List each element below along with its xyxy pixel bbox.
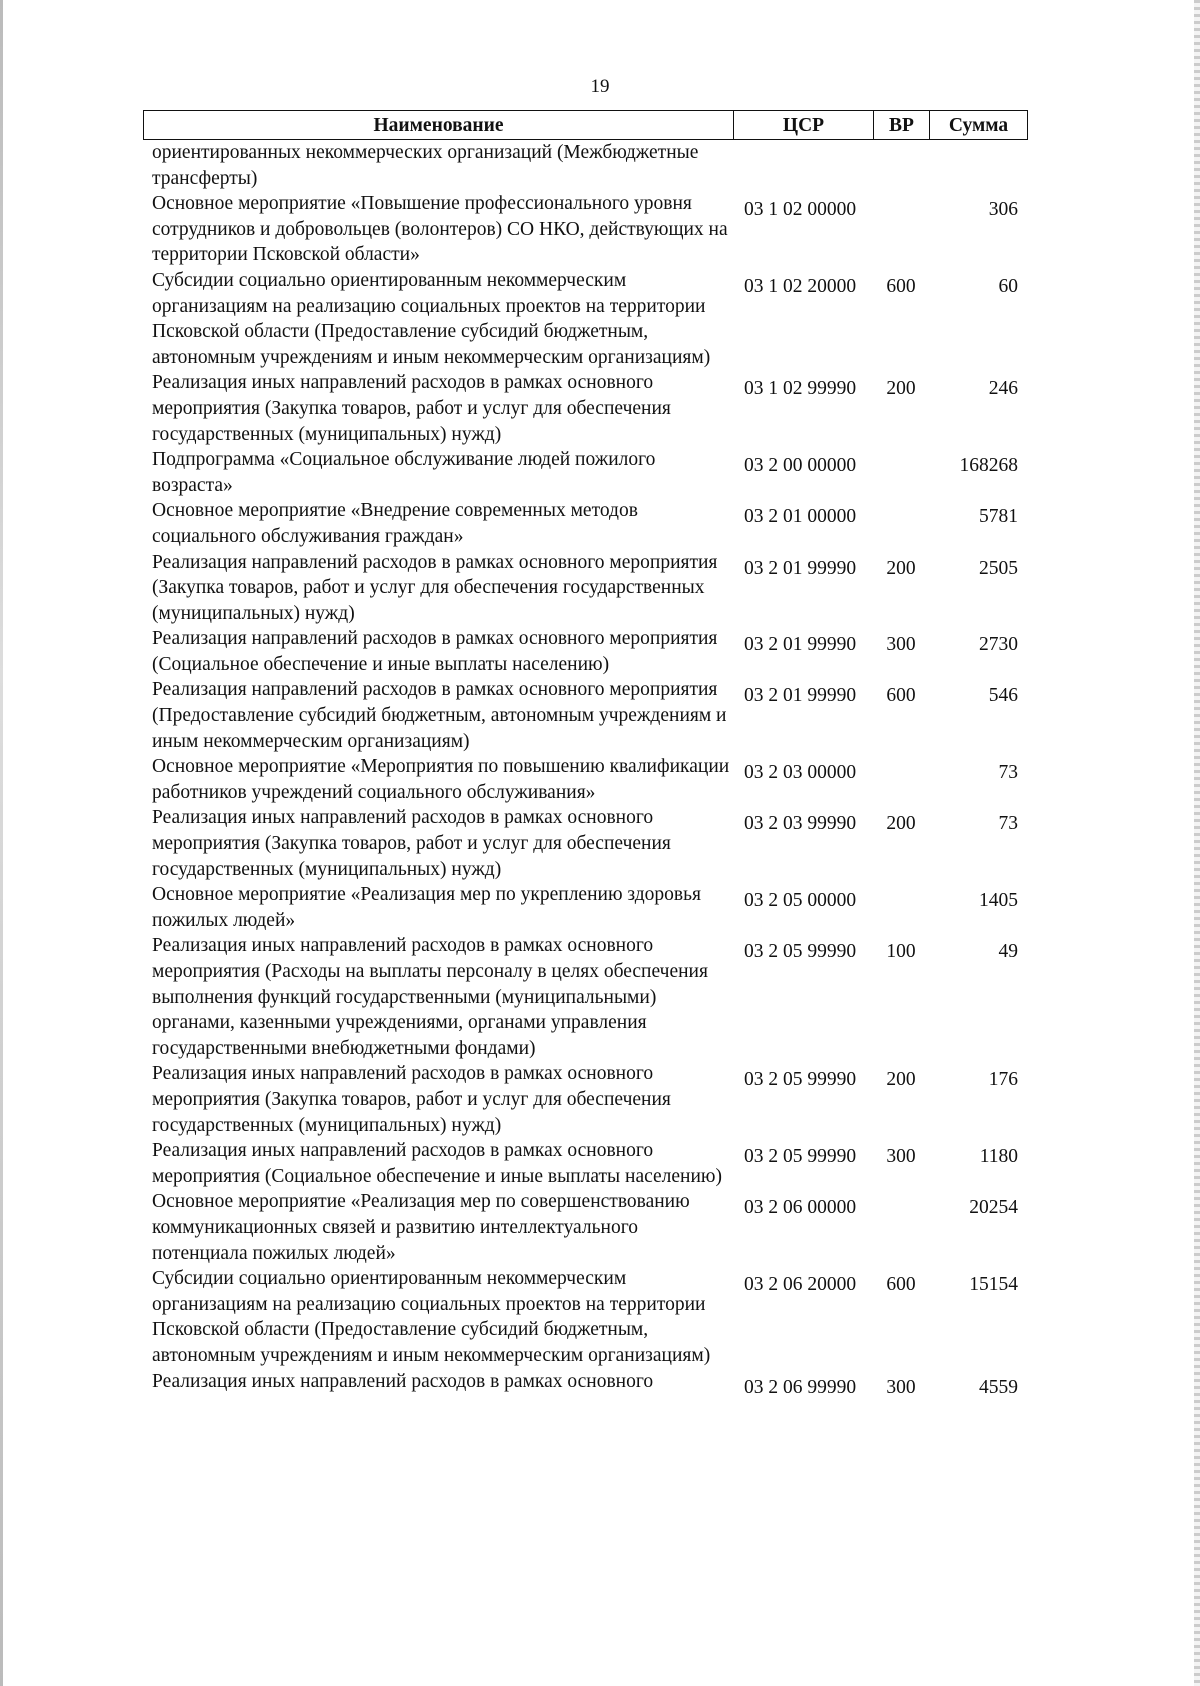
table-row bbox=[143, 498, 1028, 549]
table-row bbox=[143, 677, 1028, 754]
row-csr: 03 2 01 99990 bbox=[744, 685, 857, 707]
table-row bbox=[143, 754, 1028, 805]
row-name: Подпрограмма «Социальное обслуживание людей пожилого возраста» bbox=[152, 449, 656, 496]
budget-table bbox=[143, 110, 1028, 1400]
row-vr: 600 bbox=[886, 275, 916, 297]
row-sum: 20254 bbox=[969, 1197, 1018, 1219]
row-name: Реализация иных направлений расходов в рамках основного мероприятия (Социальное обеспечение и иные выплаты населению) bbox=[152, 1140, 722, 1187]
row-sum: 546 bbox=[988, 685, 1018, 707]
table-row bbox=[143, 1061, 1028, 1138]
row-vr: 300 bbox=[886, 1146, 916, 1168]
row-csr: 03 2 01 99990 bbox=[744, 557, 857, 579]
row-name: Основное мероприятие «Повышение профессионального уровня сотрудников и добровольцев (волонтеров) СО НКО, действующих на территории Псковской области» bbox=[152, 193, 728, 266]
scan-edge-right bbox=[1194, 0, 1200, 1686]
row-vr: 300 bbox=[886, 634, 916, 656]
row-vr bbox=[873, 191, 929, 268]
row-csr bbox=[733, 140, 873, 191]
header-sum: Сумма bbox=[948, 115, 1009, 136]
row-vr: 100 bbox=[886, 941, 916, 963]
row-sum: 60 bbox=[998, 275, 1018, 297]
table-row bbox=[143, 1189, 1028, 1266]
row-sum: 73 bbox=[998, 813, 1018, 835]
table-row bbox=[143, 805, 1028, 882]
row-sum: 4559 bbox=[979, 1376, 1018, 1398]
table-row bbox=[143, 882, 1028, 933]
row-vr bbox=[873, 882, 929, 933]
table-body bbox=[143, 140, 1028, 1400]
row-vr: 200 bbox=[886, 813, 916, 835]
row-csr: 03 1 02 00000 bbox=[744, 199, 857, 221]
row-sum: 15154 bbox=[969, 1274, 1018, 1296]
row-sum: 5781 bbox=[979, 506, 1018, 528]
table-row bbox=[143, 933, 1028, 1061]
row-name: Реализация иных направлений расходов в рамках основного мероприятия (Закупка товаров, работ и услуг для обеспечения государственных (муниципальных) нужд) bbox=[152, 372, 671, 445]
row-name: Реализация направлений расходов в рамках основного мероприятия (Социальное обеспечение и иные выплаты населению) bbox=[152, 628, 718, 675]
table-row bbox=[143, 268, 1028, 370]
table-row bbox=[143, 1266, 1028, 1368]
row-csr: 03 2 01 99990 bbox=[744, 634, 857, 656]
row-name: Реализация направлений расходов в рамках основного мероприятия (Предоставление субсидий бюджетным, автономным учреждениям и иным некоммерческим организациям) bbox=[152, 679, 727, 752]
row-csr: 03 2 06 00000 bbox=[744, 1197, 857, 1219]
row-csr: 03 2 06 20000 bbox=[744, 1274, 857, 1296]
page-number: 19 bbox=[590, 76, 610, 97]
table-row bbox=[143, 1369, 1028, 1401]
row-vr bbox=[873, 498, 929, 549]
row-name: Основное мероприятие «Внедрение современных методов социального обслуживания граждан» bbox=[152, 500, 638, 547]
row-name: Реализация иных направлений расходов в рамках основного мероприятия (Закупка товаров, работ и услуг для обеспечения государственных (муниципальных) нужд) bbox=[152, 807, 671, 880]
row-vr: 200 bbox=[886, 1069, 916, 1091]
row-sum: 1180 bbox=[979, 1146, 1018, 1168]
row-vr: 600 bbox=[886, 1274, 916, 1296]
row-name: Реализация иных направлений расходов в рамках основного мероприятия (Расходы на выплаты персоналу в целях обеспечения выполнения функций государственными (муниципальными) органами, казенными учреждениями, органами управления государственными внебюджетными фондами) bbox=[152, 935, 708, 1059]
row-csr: 03 2 05 99990 bbox=[744, 1146, 857, 1168]
header-csr: ЦСР bbox=[734, 111, 874, 139]
table-row bbox=[143, 626, 1028, 677]
row-sum: 73 bbox=[998, 762, 1018, 784]
row-vr: 600 bbox=[886, 685, 916, 707]
row-name: Субсидии социально ориентированным некоммерческим организациям на реализацию социальных проектов на территории Псковской области (Предоставление субсидий бюджетным, автономным учреждениям и иным некоммерческим организациям) bbox=[152, 269, 711, 368]
row-sum: 2730 bbox=[979, 634, 1018, 656]
row-csr: 03 1 02 20000 bbox=[744, 275, 857, 297]
row-name: Субсидии социально ориентированным некоммерческим организациям на реализацию социальных проектов на территории Псковской области (Предоставление субсидий бюджетным, автономным учреждениям и иным некоммерческим организациям) bbox=[152, 1268, 711, 1366]
row-vr bbox=[873, 754, 929, 805]
row-sum: 176 bbox=[988, 1069, 1018, 1091]
table-row bbox=[143, 1138, 1028, 1189]
row-name: ориентированных некоммерческих организаций (Межбюджетные трансферты) bbox=[152, 142, 699, 189]
row-csr: 03 2 03 99990 bbox=[744, 813, 857, 835]
row-vr bbox=[873, 1189, 929, 1266]
row-csr: 03 2 05 99990 bbox=[744, 941, 857, 963]
row-csr: 03 1 02 99990 bbox=[744, 378, 857, 400]
row-sum: 2505 bbox=[979, 557, 1018, 579]
row-name: Реализация направлений расходов в рамках основного мероприятия (Закупка товаров, работ и услуг для обеспечения государственных (муниципальных) нужд) bbox=[152, 551, 718, 624]
header-name: Наименование bbox=[144, 111, 734, 139]
row-sum: 1405 bbox=[979, 890, 1018, 912]
row-vr: 200 bbox=[886, 378, 916, 400]
table-row bbox=[143, 191, 1028, 268]
row-name: Основное мероприятие «Мероприятия по повышению квалификации работников учреждений социального обслуживания» bbox=[152, 756, 730, 803]
row-name: Основное мероприятие «Реализация мер по укреплению здоровья пожилых людей» bbox=[152, 884, 701, 931]
row-sum: 306 bbox=[988, 199, 1018, 221]
table-row bbox=[143, 447, 1028, 498]
row-vr bbox=[873, 140, 929, 191]
row-name: Реализация иных направлений расходов в рамках основного bbox=[152, 1370, 654, 1392]
row-name: Реализация иных направлений расходов в рамках основного мероприятия (Закупка товаров, работ и услуг для обеспечения государственных (муниципальных) нужд) bbox=[152, 1063, 671, 1136]
row-csr: 03 2 01 00000 bbox=[744, 506, 857, 528]
row-csr: 03 2 05 00000 bbox=[744, 890, 857, 912]
header-vr: ВР bbox=[874, 111, 930, 139]
row-csr: 03 2 00 00000 bbox=[744, 455, 857, 477]
row-csr: 03 2 06 99990 bbox=[744, 1376, 857, 1398]
row-vr bbox=[873, 447, 929, 498]
row-sum bbox=[929, 140, 1028, 191]
row-csr: 03 2 03 00000 bbox=[744, 762, 857, 784]
table-row bbox=[143, 550, 1028, 627]
table-row bbox=[143, 370, 1028, 447]
row-csr: 03 2 05 99990 bbox=[744, 1069, 857, 1091]
table-header bbox=[143, 110, 1028, 140]
table-row bbox=[143, 140, 1028, 191]
row-sum: 49 bbox=[998, 941, 1018, 963]
row-vr: 300 bbox=[886, 1376, 916, 1398]
row-vr: 200 bbox=[886, 557, 916, 579]
row-sum: 168268 bbox=[959, 455, 1018, 477]
row-sum: 246 bbox=[988, 378, 1018, 400]
row-name: Основное мероприятие «Реализация мер по совершенствованию коммуникационных связей и развитию интеллектуального потенциала пожилых людей» bbox=[152, 1191, 690, 1264]
scan-edge-left bbox=[0, 0, 3, 1686]
